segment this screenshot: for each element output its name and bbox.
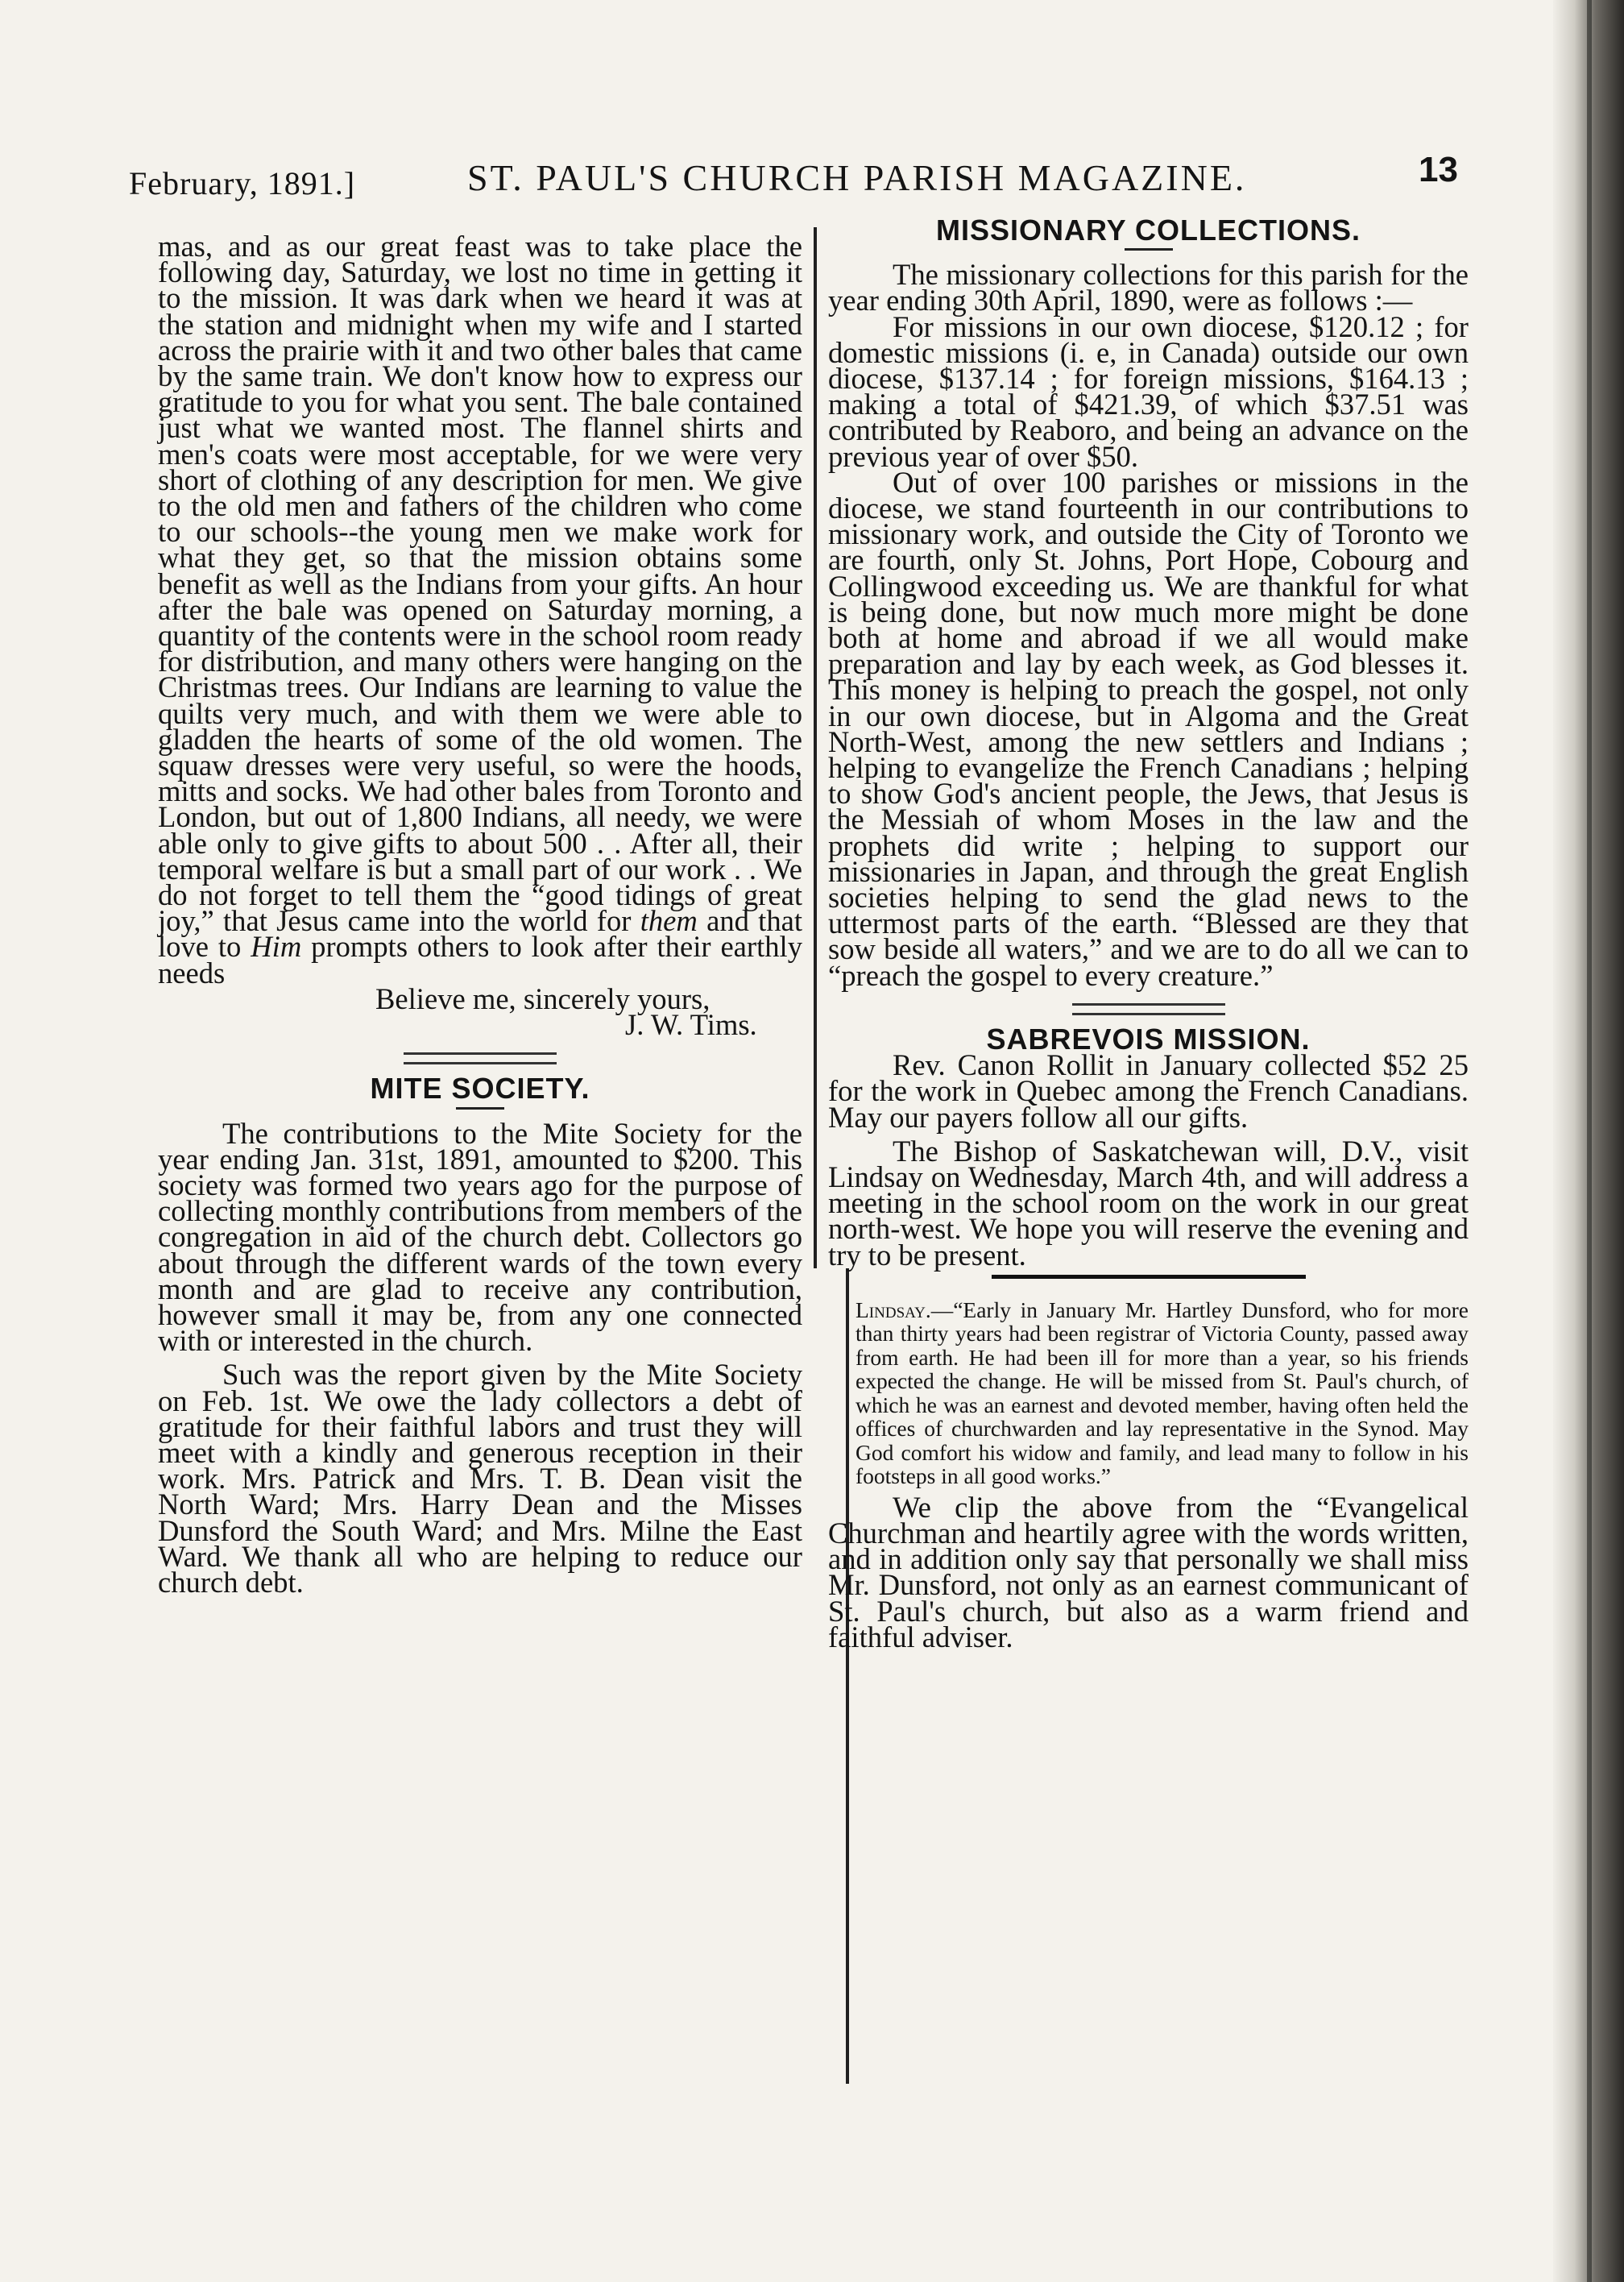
section-divider xyxy=(404,1052,557,1064)
letter-closing: Believe me, sincerely yours, xyxy=(375,981,710,1015)
letter-text-end: prompts others to look after their earthly needs xyxy=(158,930,802,990)
letter-text: mas, and as our great feast was to take place the following day, Saturday, we lost no time in getting it to the mission. It was dark when we heard it was at the station and midnight when my wife and I started across the prairie with it and two other bales that came by the same train. We don't know how to express our gratitude to you for what you sent. The bale contained just what we wanted most. The flannel shirts and men's coats were most acceptable, for we were very short of clothing of any description for men. We give to the old men and fathers of the children who come to our schools--the young men we make work for what they get, so that the mission obtains some benefit as well as the Indians from your gifts. An hour after the bale was opened on Saturday morning, a quantity of the contents were in the school room ready for distribution, and many others were hanging on the Christmas trees. Our Indians are learning to value the quilts very much, and with them we were able to gladden the hearts of some of the old women. The squaw dresses were very useful, so were the hoods, mitts and socks. We had other bales from Toronto and London, but out of 1,800 Indians, all needy, we were able only to give gifts to about 500 . . After all, their temporal welfare is but a small part of our work . . We do not forget to tell them the “good tidings of great joy,” that Jesus came into the world for xyxy=(158,230,802,938)
header-title: ST. PAUL'S CHURCH PARISH MAGAZINE. xyxy=(467,157,1247,198)
missionary-paragraph-3: Out of over 100 parishes or missions in the diocese, we stand fourteenth in our contributions to missionary work, and outside the City of Toronto we are fourth, only St. Johns, Port Hope, Cobourg and Collingwood exceeding us. We are thankful for what is being done, but now much more might be done both at home and abroad if we all would make preparation and lay by each week, as God blesses it. This money is helping to preach the gospel, not only in our own diocese, but in Algoma and the Great North-West, among the new settlers and Indians ; helping to evangelize the French Canadians ; helping to show God's ancient people, the Jews, that Jesus is the Messiah of whom Moses in the law and the prophets did write ; helping to support our missionaries in Japan, and through the great English societies helping to send the glad news to the uttermost parts of the earth. “Blessed are they that sow beside all waters,” and we are to do all we can to “preach the gospel to every creature.” xyxy=(828,465,1469,992)
page-number: 13 xyxy=(1419,150,1458,189)
column-divider xyxy=(814,227,817,1268)
letter-emphasis-them: them xyxy=(640,904,698,938)
lindsay-lead: Lindsay. xyxy=(856,1297,931,1322)
sabrevois-paragraph-1: Rev. Canon Rollit in January collected $52 25 for the work in Quebec among the French Canadians. May our payers follow all our gifts. xyxy=(828,1048,1469,1134)
section-divider-thick xyxy=(992,1275,1306,1279)
lindsay-obituary-note xyxy=(828,1298,1469,1488)
missionary-paragraph-2: For missions in our own diocese, $120.12 ; for domestic missions (i. e, in Canada) outside our own diocese, $137.14 ; for foreign missions, $164.13 ; making a total of $421.39, of which $37.51 was contributed by Reaboro, and being an advance on the previous year of over $50. xyxy=(828,309,1469,473)
mite-society-paragraph-1: The contributions to the Mite Society for the year ending Jan. 31st, 1891, amounted to $200. This society was formed two years ago for the purpose of collecting monthly contributions from members of the congregation in aid of the church debt. Collectors go about through the different wards of the town every month and are glad to receive any contribution, however small it may be, from any one connected with or interested in the church. xyxy=(158,1116,802,1358)
heading-rule xyxy=(1125,248,1173,251)
letter-continuation xyxy=(158,230,803,990)
page-header xyxy=(129,150,1458,206)
section-divider xyxy=(1072,1003,1225,1015)
missionary-paragraph-1: The missionary collections for this parish for the year ending 30th April, 1890, were as follows :— xyxy=(828,258,1469,317)
heading-rule xyxy=(456,1107,504,1110)
mite-society-paragraph-2: Such was the report given by the Mite Society on Feb. 1st. We owe the lady collectors a debt of gratitude for their faithful labors and trust they will meet with a kindly and generous reception in their work. Mrs. Patrick and Mrs. T. B. Dean visit the North Ward; Mrs. Harry Dean and the Misses Dunsford the South Ward; and Mrs. Milne the East Ward. We thank all who are helping to reduce our church debt. xyxy=(158,1358,802,1599)
missionary-collections-heading: MISSIONARY COLLECTIONS. xyxy=(935,214,1361,247)
sabrevois-paragraph-2: The Bishop of Saskatchewan will, D.V., visit Lindsay on Wednesday, March 4th, and will address a meeting in the school room on the work in our great north-west. We hope you will reserve the evening and try to be present. xyxy=(828,1134,1469,1272)
lindsay-text: —“Early in January Mr. Hartley Dunsford, who for more than thirty years had been registrar of Victoria County, passed away from earth. He had been ill for more than a year, so his friends expected the change. He will be missed from St. Paul's church, of which he was an earnest and devoted member, having often held the offices of churchwarden and lay representative in the Synod. May God comfort his widow and family, and lead many to follow in his footsteps in all good works.” xyxy=(856,1297,1469,1489)
binding-line xyxy=(1587,0,1592,2282)
letter-emphasis-him: Him xyxy=(251,930,302,964)
right-column xyxy=(828,214,1469,1653)
letter-text-mid: and that love to xyxy=(158,904,803,964)
left-column xyxy=(158,230,803,1599)
mite-society-heading: MITE SOCIETY. xyxy=(370,1072,590,1106)
clip-paragraph: We clip the above from the “Evangelical Churchman and heartily agree with the words written, and in addition only say that personally we shall miss Mr. Dunsford, not only as an earnest communicant of St. Paul's church, but also as a warm friend and faithful adviser. xyxy=(828,1490,1469,1653)
sabrevois-heading: SABREVOIS MISSION. xyxy=(986,1022,1311,1056)
header-date: February, 1891.] xyxy=(129,165,356,201)
letter-signature: J. W. Tims. xyxy=(625,1008,757,1042)
